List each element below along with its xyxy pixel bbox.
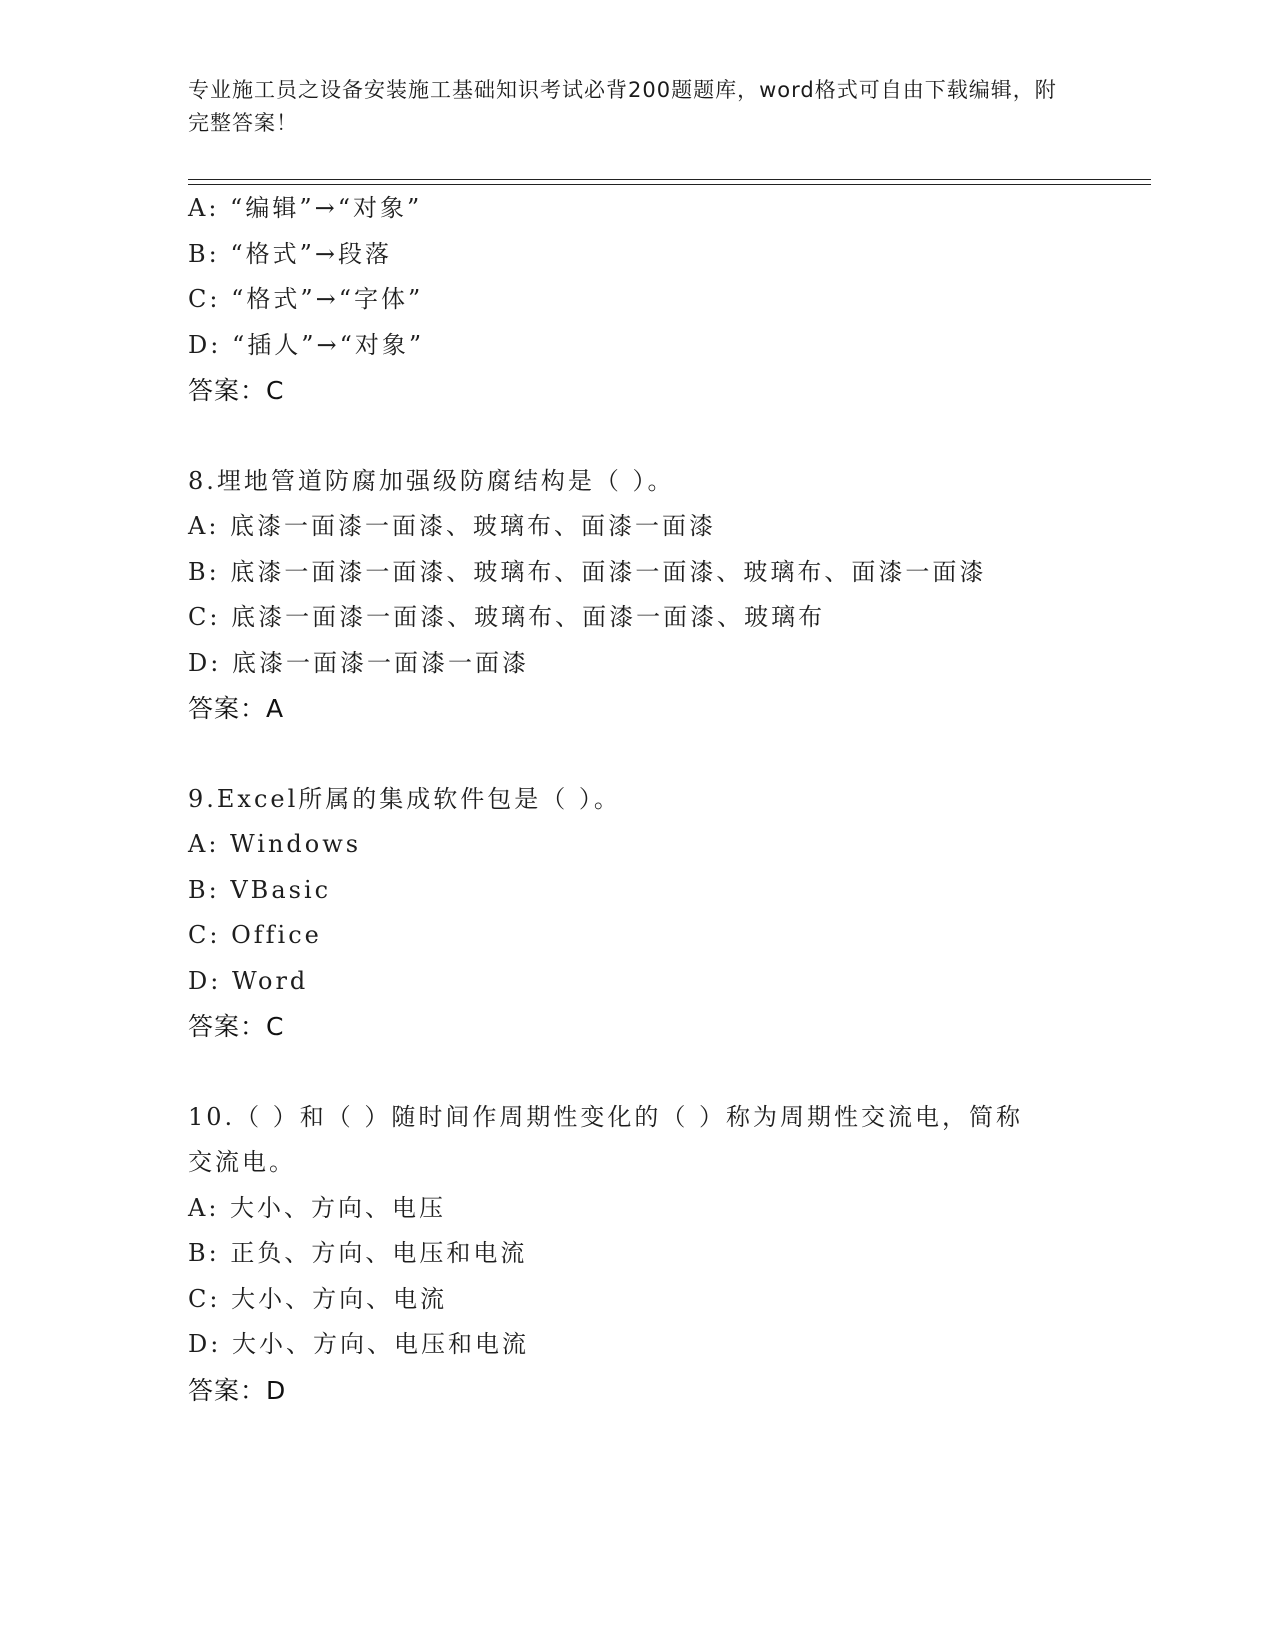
option-a: A: 底漆一面漆一面漆、玻璃布、面漆一面漆 (188, 512, 717, 540)
option-c: C: “格式”→“字体” (188, 285, 424, 313)
option-d: D: “插人”→“对象” (188, 330, 425, 359)
option-b: B: “格式”→段落 (188, 239, 392, 268)
option-b: B: VBasic (188, 875, 332, 904)
option-d: D: 底漆一面漆一面漆一面漆 (188, 648, 529, 677)
answer-line: 答案：D (188, 1375, 287, 1405)
option-a: A: 大小、方向、电压 (188, 1193, 447, 1222)
option-a: A: Windows (188, 830, 362, 858)
header-divider-top (188, 179, 1151, 180)
question-text: 8.埋地管道防腐加强级防腐结构是（ ）。 (188, 466, 675, 495)
question-block-10 (188, 1095, 1088, 1414)
question-list (188, 186, 1088, 1413)
option-c: C: 底漆一面漆一面漆、玻璃布、面漆一面漆、玻璃布 (188, 603, 826, 631)
option-c: C: Office (188, 921, 322, 949)
option-c: C: 大小、方向、电流 (188, 1284, 448, 1313)
option-b: B: 正负、方向、电压和电流 (188, 1239, 528, 1267)
document-header: 专业施工员之设备安装施工基础知识考试必背200题题库，word格式可自由下载编辑，附完整答案！ (188, 78, 1057, 135)
spacer (188, 414, 1088, 459)
question-text: 10.（ ）和（ ）随时间作周期性变化的（ ）称为周期性交流电，简称交流电。 (188, 1102, 1024, 1176)
option-b: B: 底漆一面漆一面漆、玻璃布、面漆一面漆、玻璃布、面漆一面漆 (188, 557, 987, 586)
answer-line: 答案：C (188, 376, 285, 405)
answer-line: 答案：C (188, 1012, 285, 1041)
spacer (188, 732, 1088, 777)
option-d: D: 大小、方向、电压和电流 (188, 1330, 529, 1358)
option-a: A: “编辑”→“对象” (188, 194, 423, 222)
question-block-7 (188, 186, 1088, 414)
option-d: D: Word (188, 966, 309, 995)
header-divider-bottom (188, 184, 1151, 185)
question-text: 9.Excel所属的集成软件包是（ ）。 (188, 784, 621, 813)
spacer (188, 1050, 1088, 1095)
question-block-8 (188, 459, 1088, 732)
answer-line: 答案：A (188, 694, 285, 723)
question-block-9 (188, 777, 1088, 1050)
